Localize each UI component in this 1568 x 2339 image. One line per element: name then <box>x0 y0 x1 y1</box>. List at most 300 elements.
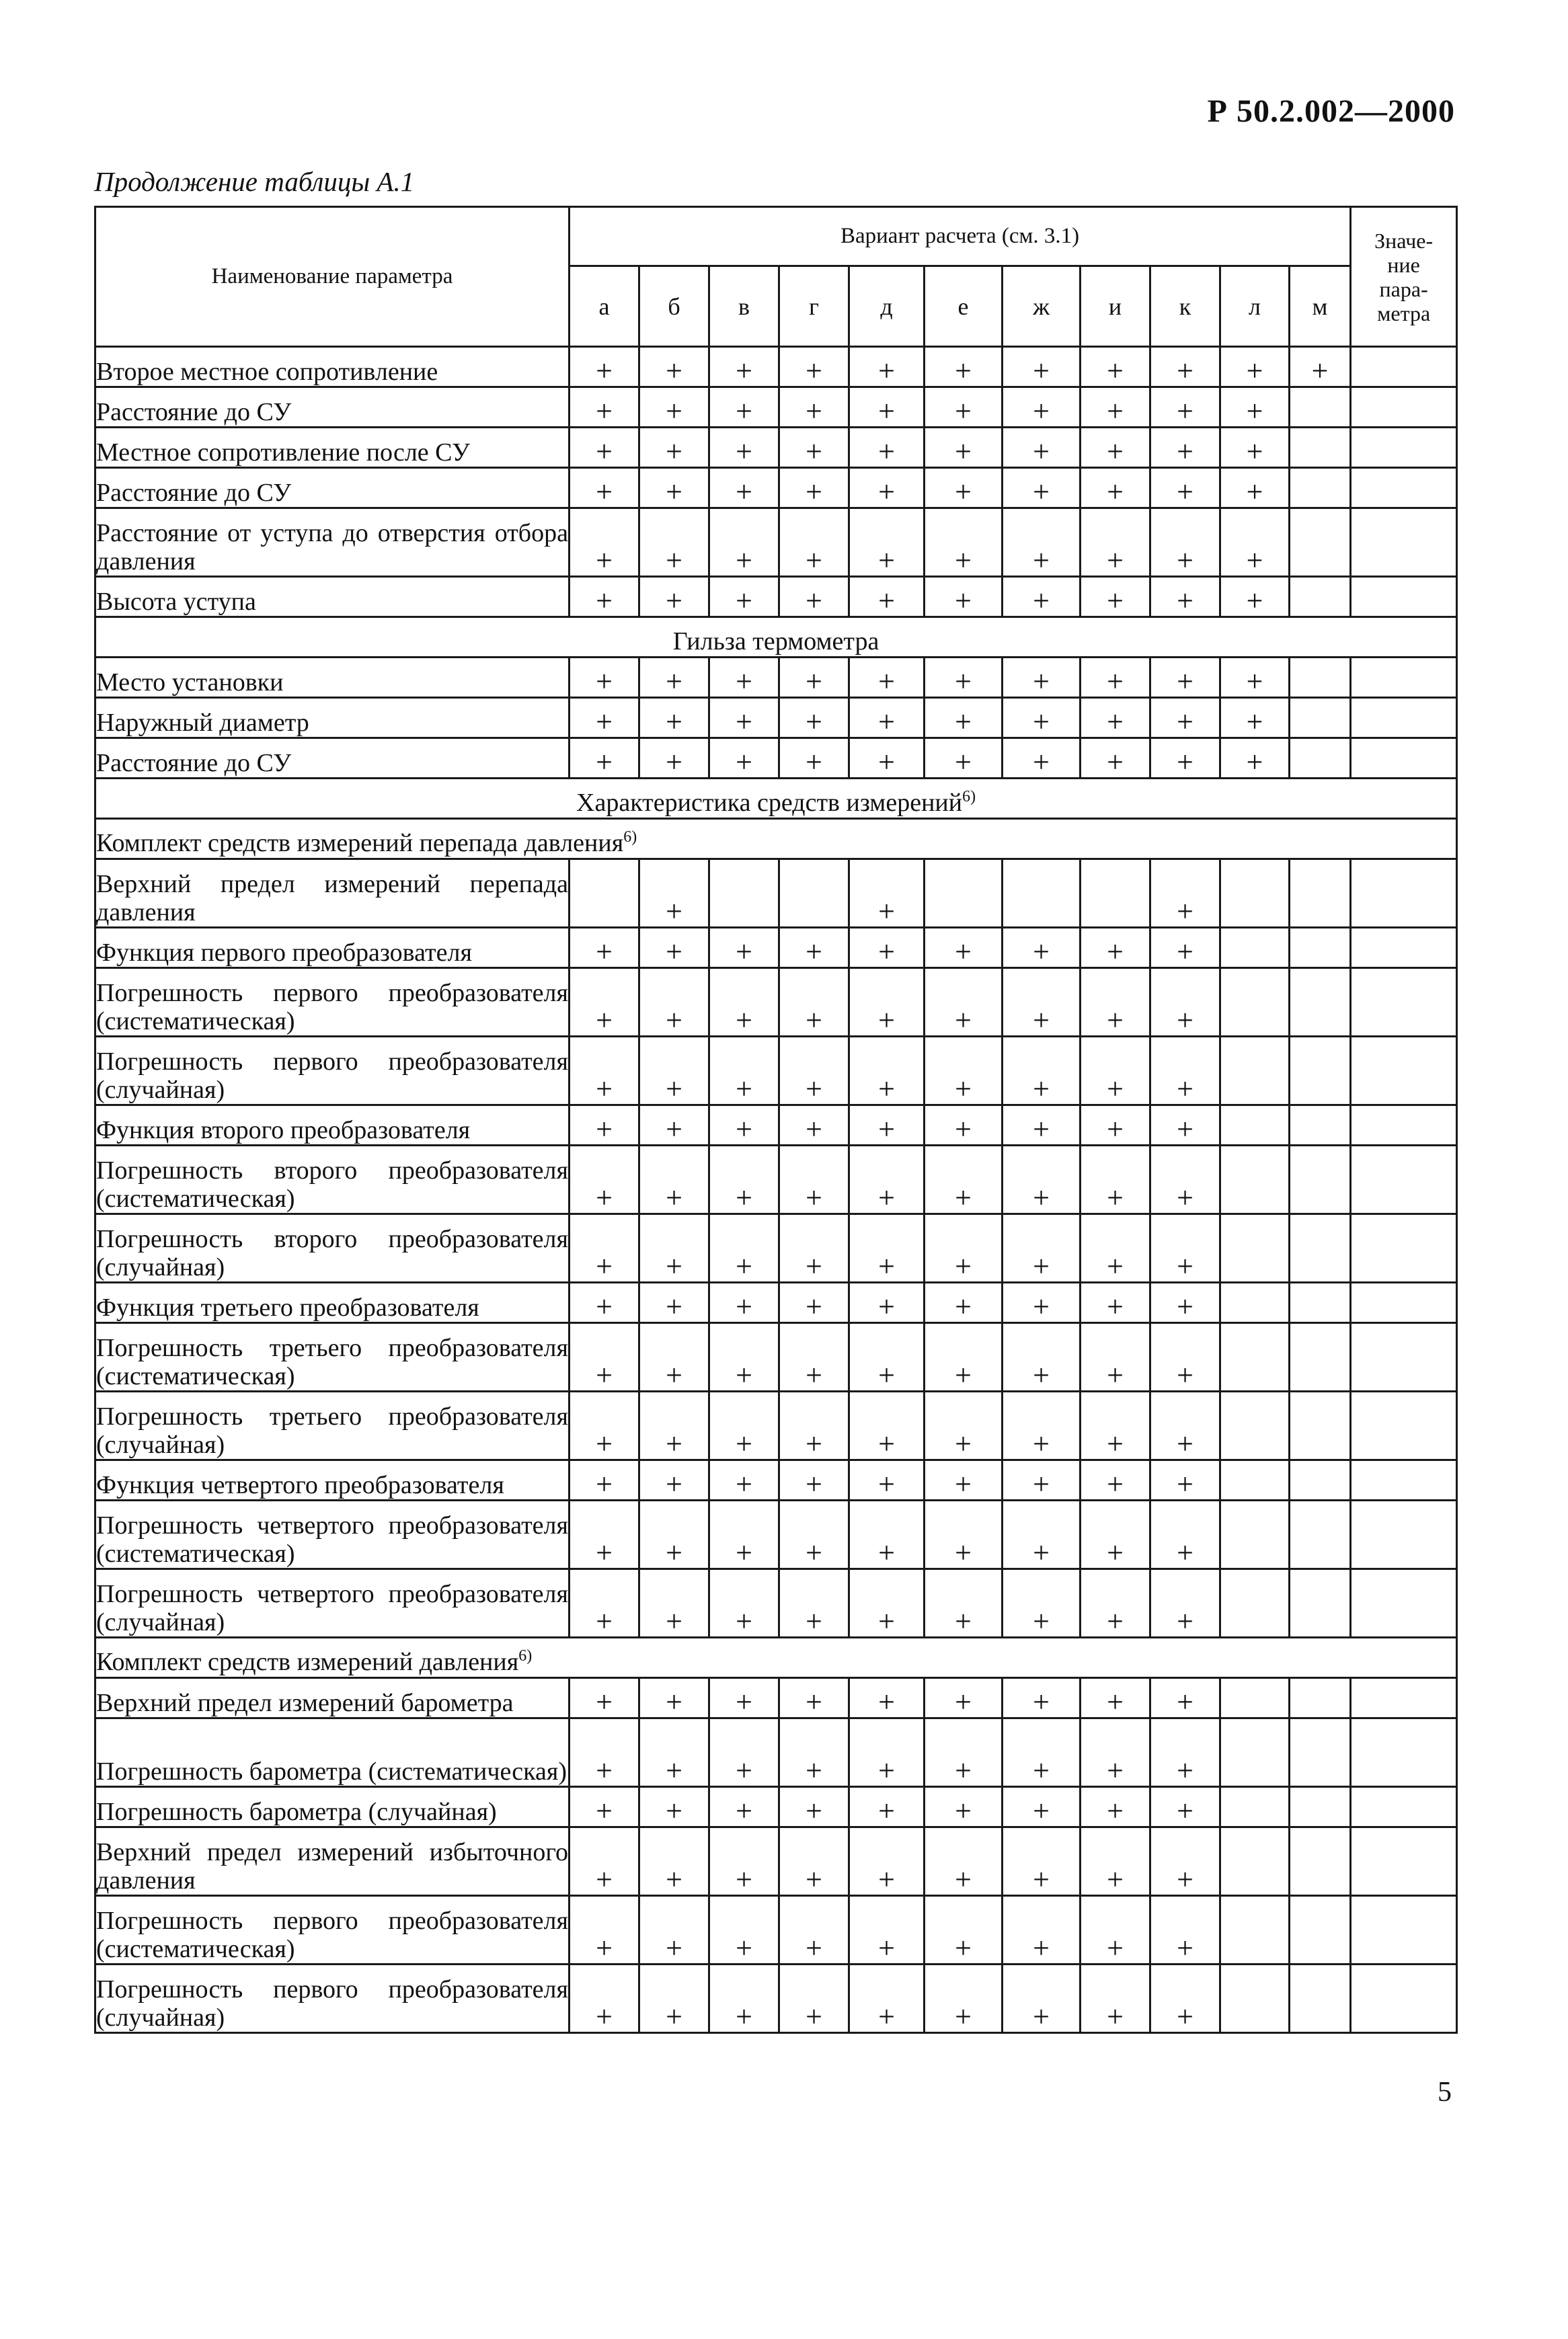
variant-mark: + <box>1220 468 1290 508</box>
table-row <box>95 1965 1457 2033</box>
variant-mark: + <box>779 1787 849 1827</box>
variant-mark: + <box>925 928 1003 968</box>
subsection-heading <box>95 819 1457 859</box>
variant-mark: + <box>925 347 1003 387</box>
variant-mark: + <box>1150 468 1220 508</box>
variant-mark: + <box>1003 1787 1081 1827</box>
variant-mark: + <box>1003 1569 1081 1638</box>
variant-mark: + <box>639 1214 709 1283</box>
variant-mark: + <box>570 577 639 617</box>
table-row <box>95 1214 1457 1283</box>
variant-mark: + <box>1003 1827 1081 1896</box>
variant-mark: + <box>779 347 849 387</box>
variant-mark: + <box>1081 968 1150 1037</box>
value-header-line: Значе- <box>1374 228 1434 253</box>
variant-mark: + <box>779 1392 849 1460</box>
variant-mark <box>1081 859 1150 928</box>
variant-mark: + <box>639 508 709 577</box>
variant-mark: + <box>1081 1146 1150 1214</box>
variant-mark <box>1290 468 1351 508</box>
variant-mark: + <box>1150 1678 1220 1718</box>
variant-mark: + <box>639 1323 709 1392</box>
table-row <box>95 1501 1457 1569</box>
variant-mark: + <box>1003 347 1081 387</box>
parameter-value-cell <box>1351 738 1457 779</box>
variant-mark <box>1290 1105 1351 1146</box>
variant-mark: + <box>1081 1323 1150 1392</box>
variant-mark: + <box>1220 387 1290 428</box>
variant-mark <box>1220 928 1290 968</box>
parameter-name: Погрешность второго преобразователя (систематическая) <box>95 1146 570 1214</box>
variant-mark: + <box>639 1146 709 1214</box>
variant-mark: + <box>849 387 925 428</box>
variant-mark: + <box>639 859 709 928</box>
variant-mark: + <box>925 387 1003 428</box>
parameter-value-cell <box>1351 1827 1457 1896</box>
variant-mark: + <box>1150 1105 1220 1146</box>
parameter-value-cell <box>1351 1896 1457 1965</box>
page-number: 5 <box>1438 2077 1452 2108</box>
variant-mark: + <box>1081 1827 1150 1896</box>
variant-mark <box>1220 1323 1290 1392</box>
variant-mark: + <box>779 1678 849 1718</box>
variant-mark: + <box>849 1827 925 1896</box>
variant-mark: + <box>570 1460 639 1501</box>
variant-mark: + <box>570 468 639 508</box>
variant-mark: + <box>1150 1787 1220 1827</box>
variant-mark: + <box>1081 1214 1150 1283</box>
variant-mark: + <box>709 508 779 577</box>
variant-mark: + <box>570 658 639 698</box>
variant-mark: + <box>570 1323 639 1392</box>
variant-mark: + <box>779 658 849 698</box>
variant-mark: + <box>1081 738 1150 779</box>
variant-mark: + <box>779 1718 849 1787</box>
variant-mark <box>1290 738 1351 779</box>
variant-mark: + <box>570 1569 639 1638</box>
variant-mark: + <box>1003 658 1081 698</box>
variant-mark: + <box>1003 1323 1081 1392</box>
variant-mark <box>1290 1569 1351 1638</box>
parameter-value-cell <box>1351 1787 1457 1827</box>
variant-mark <box>1220 1214 1290 1283</box>
variant-mark: + <box>1220 738 1290 779</box>
variant-mark: + <box>1003 468 1081 508</box>
variant-mark: + <box>1003 577 1081 617</box>
table-row <box>95 577 1457 617</box>
parameter-name: Погрешность барометра (систематическая) <box>95 1718 570 1787</box>
table-row <box>95 658 1457 698</box>
table-row <box>95 617 1457 658</box>
parameter-name: Погрешность четвертого преобразователя (случайная) <box>95 1569 570 1638</box>
variant-mark: + <box>709 1678 779 1718</box>
heading-text: Комплект средств измерений перепада давления <box>96 829 624 857</box>
variant-mark: + <box>925 1501 1003 1569</box>
variant-mark: + <box>1150 1214 1220 1283</box>
variant-mark <box>1290 1678 1351 1718</box>
variant-mark: + <box>779 468 849 508</box>
parameter-name: Расстояние до СУ <box>95 387 570 428</box>
variant-mark: + <box>709 1105 779 1146</box>
variant-mark: + <box>1150 1827 1220 1896</box>
variant-mark: + <box>709 468 779 508</box>
variant-mark: + <box>1220 698 1290 738</box>
variant-mark <box>1290 1037 1351 1105</box>
value-header-line: метра <box>1377 301 1431 325</box>
parameter-name: Погрешность третьего преобразователя (случайная) <box>95 1392 570 1460</box>
table-row <box>95 698 1457 738</box>
parameter-name: Высота уступа <box>95 577 570 617</box>
variant-mark: + <box>1150 1718 1220 1787</box>
variant-mark: + <box>779 968 849 1037</box>
variant-mark: + <box>1150 698 1220 738</box>
variant-mark: + <box>709 928 779 968</box>
variant-mark <box>1290 1965 1351 2033</box>
footnote-ref: 6) <box>518 1647 533 1665</box>
variant-mark <box>1290 1718 1351 1787</box>
parameter-value-cell <box>1351 698 1457 738</box>
variant-mark <box>1220 1827 1290 1896</box>
variant-mark <box>1290 859 1351 928</box>
variant-mark: + <box>639 1827 709 1896</box>
variant-mark: + <box>849 577 925 617</box>
variant-mark <box>1220 1283 1290 1323</box>
section-heading <box>95 617 1457 658</box>
variant-mark: + <box>1150 1460 1220 1501</box>
variant-mark: + <box>849 859 925 928</box>
parameter-value-cell <box>1351 1214 1457 1283</box>
parameter-value-cell <box>1351 428 1457 468</box>
variant-mark <box>709 859 779 928</box>
parameter-value-cell <box>1351 387 1457 428</box>
parameter-value-cell <box>1351 468 1457 508</box>
parameter-value-cell <box>1351 1392 1457 1460</box>
variant-mark: + <box>849 428 925 468</box>
variant-mark: + <box>1081 1787 1150 1827</box>
variant-mark: + <box>570 1718 639 1787</box>
variant-mark: + <box>709 347 779 387</box>
variant-mark: + <box>1220 658 1290 698</box>
parameter-name: Второе местное сопротивление <box>95 347 570 387</box>
variant-mark: + <box>849 1214 925 1283</box>
variant-mark: + <box>570 1283 639 1323</box>
parameter-name: Расстояние до СУ <box>95 738 570 779</box>
variant-mark: + <box>1150 1146 1220 1214</box>
variant-mark: + <box>570 387 639 428</box>
variant-mark: + <box>1081 1718 1150 1787</box>
variant-mark: + <box>849 658 925 698</box>
table-row <box>95 468 1457 508</box>
table-row <box>95 387 1457 428</box>
variant-header: м <box>1290 266 1351 347</box>
parameter-name: Верхний предел измерений перепада давления <box>95 859 570 928</box>
variant-mark: + <box>639 1678 709 1718</box>
parameter-name: Погрешность первого преобразователя (систематическая) <box>95 968 570 1037</box>
parameter-name: Погрешность барометра (случайная) <box>95 1787 570 1827</box>
variant-mark: + <box>570 1827 639 1896</box>
variant-mark: + <box>779 698 849 738</box>
variant-mark: + <box>1290 347 1351 387</box>
variant-mark <box>1220 1146 1290 1214</box>
variant-header: к <box>1150 266 1220 347</box>
variant-mark <box>1290 698 1351 738</box>
table-row <box>95 1638 1457 1678</box>
section-heading <box>95 779 1457 819</box>
variant-mark: + <box>709 1460 779 1501</box>
table-row <box>95 1896 1457 1965</box>
variant-mark: + <box>925 1718 1003 1787</box>
variant-mark: + <box>1003 1214 1081 1283</box>
variant-mark: + <box>925 1896 1003 1965</box>
variant-mark <box>1290 928 1351 968</box>
table-row <box>95 1392 1457 1460</box>
table-row <box>95 1718 1457 1787</box>
variant-mark: + <box>639 387 709 428</box>
variant-mark: + <box>779 1146 849 1214</box>
variant-mark: + <box>1150 428 1220 468</box>
variant-mark <box>1220 1678 1290 1718</box>
variant-mark: + <box>925 1214 1003 1283</box>
variant-mark: + <box>1003 1037 1081 1105</box>
variant-mark: + <box>849 347 925 387</box>
variant-mark: + <box>1081 1965 1150 2033</box>
variant-mark: + <box>779 1827 849 1896</box>
variant-mark: + <box>1003 1392 1081 1460</box>
variant-header: ж <box>1003 266 1081 347</box>
variant-mark <box>1220 1392 1290 1460</box>
variant-mark <box>1220 1569 1290 1638</box>
variant-mark: + <box>849 1105 925 1146</box>
variant-mark: + <box>779 1105 849 1146</box>
parameter-value-cell <box>1351 859 1457 928</box>
variant-mark: + <box>709 1896 779 1965</box>
variant-mark: + <box>570 508 639 577</box>
variant-mark: + <box>570 1037 639 1105</box>
variant-mark <box>1220 1105 1290 1146</box>
variant-mark: + <box>1220 428 1290 468</box>
parameter-name: Местное сопротивление после СУ <box>95 428 570 468</box>
parameter-value-cell <box>1351 347 1457 387</box>
variant-mark: + <box>709 428 779 468</box>
variant-mark: + <box>849 1678 925 1718</box>
parameter-name: Погрешность третьего преобразователя (систематическая) <box>95 1323 570 1392</box>
variant-mark: + <box>709 658 779 698</box>
variant-mark <box>1220 1037 1290 1105</box>
variant-mark: + <box>1003 1718 1081 1787</box>
variant-header: д <box>849 266 925 347</box>
heading-text: Характеристика средств измерений <box>576 789 963 817</box>
variant-mark: + <box>849 1283 925 1323</box>
variant-mark: + <box>1150 1965 1220 2033</box>
variant-mark <box>1290 1214 1351 1283</box>
variant-mark: + <box>639 428 709 468</box>
variant-header: б <box>639 266 709 347</box>
variant-mark: + <box>1150 738 1220 779</box>
variant-mark: + <box>925 468 1003 508</box>
parameter-name: Расстояние от уступа до отверстия отбора давления <box>95 508 570 577</box>
parameter-value-cell <box>1351 1569 1457 1638</box>
parameter-name: Расстояние до СУ <box>95 468 570 508</box>
variant-mark: + <box>1150 387 1220 428</box>
variant-mark: + <box>925 1827 1003 1896</box>
variant-mark <box>1220 968 1290 1037</box>
variant-mark: + <box>1003 1283 1081 1323</box>
variant-mark: + <box>1081 1501 1150 1569</box>
variant-mark: + <box>1150 1501 1220 1569</box>
variant-mark: + <box>1003 698 1081 738</box>
parameter-value-cell <box>1351 1037 1457 1105</box>
variant-mark: + <box>1003 1146 1081 1214</box>
variant-mark: + <box>709 1501 779 1569</box>
variant-mark: + <box>925 1283 1003 1323</box>
parameter-value-cell <box>1351 508 1457 577</box>
variant-mark: + <box>639 577 709 617</box>
variant-mark: + <box>849 698 925 738</box>
variant-mark: + <box>639 1718 709 1787</box>
variant-mark <box>1220 1965 1290 2033</box>
variant-mark <box>1290 1392 1351 1460</box>
variant-mark: + <box>709 738 779 779</box>
variant-mark: + <box>1081 1392 1150 1460</box>
parameter-name: Функция первого преобразователя <box>95 928 570 968</box>
variant-mark: + <box>849 508 925 577</box>
variant-mark: + <box>1150 1896 1220 1965</box>
variant-mark: + <box>639 1460 709 1501</box>
variant-mark: + <box>1150 658 1220 698</box>
variant-mark: + <box>570 738 639 779</box>
table-row <box>95 1787 1457 1827</box>
variant-mark: + <box>925 577 1003 617</box>
variant-mark <box>1290 508 1351 577</box>
variant-mark: + <box>570 1214 639 1283</box>
variant-mark: + <box>779 387 849 428</box>
heading-text: Гильза термометра <box>672 627 879 656</box>
variant-mark: + <box>570 1965 639 2033</box>
variant-mark: + <box>1003 968 1081 1037</box>
parameter-value-cell <box>1351 1965 1457 2033</box>
table-row <box>95 508 1457 577</box>
variant-mark: + <box>570 698 639 738</box>
variant-mark: + <box>849 968 925 1037</box>
variant-mark: + <box>925 1569 1003 1638</box>
variant-mark: + <box>639 1787 709 1827</box>
variant-mark: + <box>1220 577 1290 617</box>
variant-mark: + <box>925 1323 1003 1392</box>
variant-mark: + <box>709 1146 779 1214</box>
variant-mark: + <box>1150 1392 1220 1460</box>
table-row <box>95 428 1457 468</box>
variant-mark: + <box>1081 658 1150 698</box>
variant-mark: + <box>1150 1283 1220 1323</box>
parameter-value-cell <box>1351 1678 1457 1718</box>
table-row <box>95 347 1457 387</box>
variant-mark: + <box>925 1146 1003 1214</box>
variant-mark <box>1290 1323 1351 1392</box>
parameter-value-cell <box>1351 1460 1457 1501</box>
variant-mark: + <box>925 658 1003 698</box>
variant-mark <box>1290 1460 1351 1501</box>
variant-mark: + <box>1220 508 1290 577</box>
variant-mark: + <box>709 387 779 428</box>
variant-mark: + <box>1150 1323 1220 1392</box>
variant-mark: + <box>1081 1678 1150 1718</box>
variant-mark: + <box>1003 387 1081 428</box>
parameters-table <box>94 206 1458 2034</box>
variant-mark: + <box>1003 1896 1081 1965</box>
variant-mark: + <box>1150 968 1220 1037</box>
variant-mark: + <box>639 738 709 779</box>
parameter-name: Функция третьего преобразователя <box>95 1283 570 1323</box>
parameter-name: Функция четвертого преобразователя <box>95 1460 570 1501</box>
variant-mark: + <box>849 1965 925 2033</box>
variant-mark: + <box>1003 1501 1081 1569</box>
table-row <box>95 1105 1457 1146</box>
variant-mark: + <box>1003 738 1081 779</box>
heading-text: Комплект средств измерений давления <box>96 1648 519 1676</box>
footnote-ref: 6) <box>962 788 976 805</box>
variant-mark: + <box>709 1037 779 1105</box>
variant-mark: + <box>1081 577 1150 617</box>
variant-mark <box>1220 1787 1290 1827</box>
table-row <box>95 1678 1457 1718</box>
variant-mark: + <box>570 1392 639 1460</box>
variant-header: и <box>1081 266 1150 347</box>
variant-mark: + <box>1081 508 1150 577</box>
variant-mark: + <box>849 1392 925 1460</box>
variant-mark: + <box>570 1896 639 1965</box>
variant-mark <box>1290 428 1351 468</box>
variant-mark: + <box>570 347 639 387</box>
variant-mark: + <box>779 1569 849 1638</box>
variant-mark: + <box>1150 508 1220 577</box>
parameter-value-cell <box>1351 658 1457 698</box>
variant-mark <box>1220 1460 1290 1501</box>
variant-mark: + <box>709 698 779 738</box>
variant-mark: + <box>849 1569 925 1638</box>
document-code: Р 50.2.002—2000 <box>1207 93 1455 129</box>
variant-mark: + <box>925 1787 1003 1827</box>
parameter-name: Верхний предел измерений барометра <box>95 1678 570 1718</box>
parameter-value-cell <box>1351 1105 1457 1146</box>
variant-mark <box>1290 968 1351 1037</box>
table-row <box>95 1283 1457 1323</box>
variant-mark: + <box>709 1392 779 1460</box>
parameter-value-cell <box>1351 1501 1457 1569</box>
variant-mark: + <box>709 1569 779 1638</box>
variant-mark: + <box>1081 1105 1150 1146</box>
column-header-name: Наименование параметра <box>95 207 570 347</box>
variant-mark: + <box>709 1718 779 1787</box>
variant-mark: + <box>570 1105 639 1146</box>
variant-mark: + <box>1003 508 1081 577</box>
table-row <box>95 1569 1457 1638</box>
variant-mark <box>1290 658 1351 698</box>
variant-mark: + <box>639 658 709 698</box>
variant-mark <box>1290 577 1351 617</box>
variant-mark <box>1220 1896 1290 1965</box>
variant-mark: + <box>925 1460 1003 1501</box>
variant-mark: + <box>925 1392 1003 1460</box>
parameter-name: Место установки <box>95 658 570 698</box>
variant-mark <box>1290 387 1351 428</box>
variant-mark: + <box>779 508 849 577</box>
variant-mark: + <box>779 1283 849 1323</box>
table-caption: Продолжение таблицы А.1 <box>94 166 415 197</box>
variant-mark: + <box>779 738 849 779</box>
variant-mark: + <box>1003 1965 1081 2033</box>
parameter-name: Погрешность первого преобразователя (систематическая) <box>95 1896 570 1965</box>
variant-mark: + <box>1150 347 1220 387</box>
